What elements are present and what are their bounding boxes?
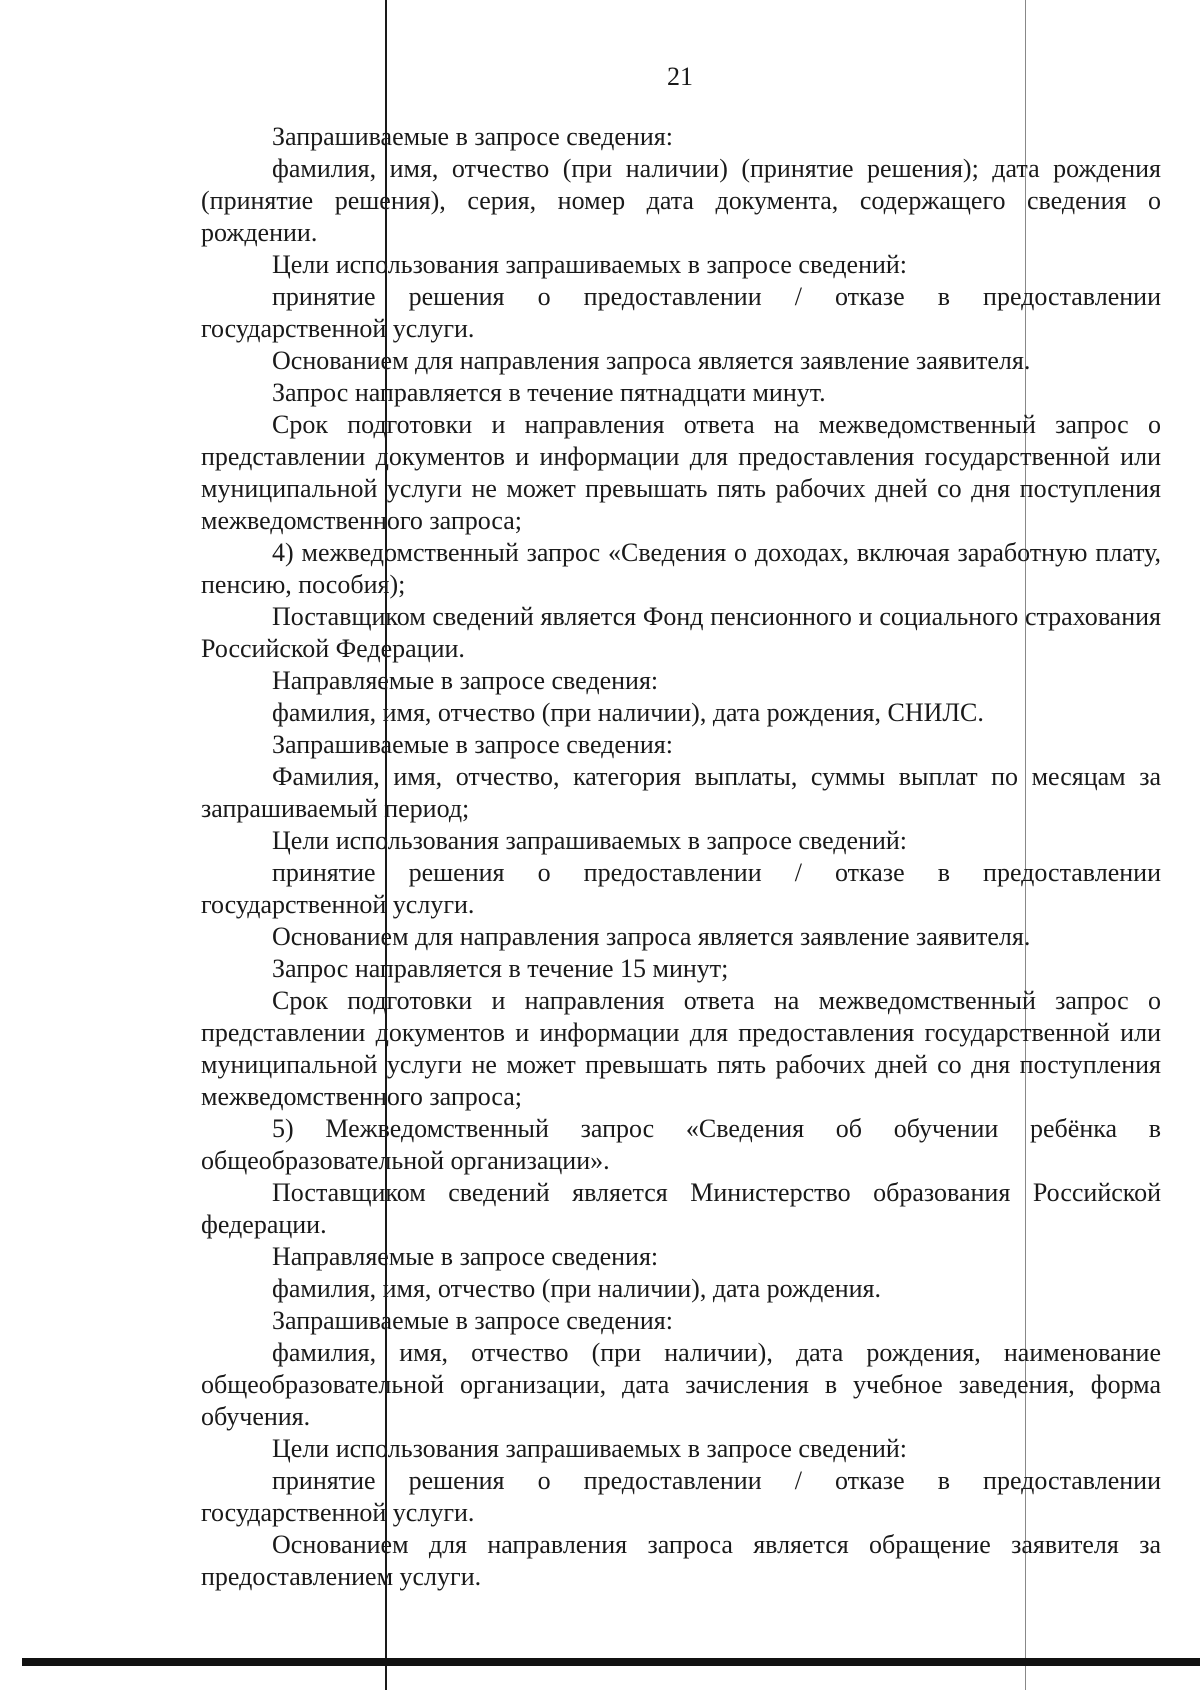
paragraph: фамилия, имя, отчество (при наличии), дата рождения, наименование общеобразовательной организации, дата зачисления в учебное заведения, форма обучения.: [201, 1338, 1161, 1431]
paragraph: Срок подготовки и направления ответа на межведомственный запрос о представлении документов и информации для предоставления государственной или муниципальной услуги не может превышать пять рабочих дней со дня поступления межведомственного запроса;: [201, 410, 1161, 535]
paragraph: принятие решения о предоставлении / отказе в предоставлении государственной услуги.: [201, 858, 1161, 919]
paragraph: Запрашиваемые в запросе сведения:: [272, 730, 673, 759]
paragraph: 5) Межведомственный запрос «Сведения об обучении ребёнка в общеобразовательной организации».: [201, 1114, 1161, 1175]
paragraph: принятие решения о предоставлении / отказе в предоставлении государственной услуги.: [201, 1466, 1161, 1527]
document-body: [201, 121, 1161, 1593]
paragraph: Запрашиваемые в запросе сведения:: [272, 122, 673, 151]
paragraph: Цели использования запрашиваемых в запросе сведений:: [272, 250, 908, 279]
paragraph: Направляемые в запросе сведения:: [272, 666, 659, 695]
paragraph: Поставщиком сведений является Фонд пенсионного и социального страхования Российской Федерации.: [201, 602, 1161, 663]
paragraph: фамилия, имя, отчество (при наличии), дата рождения.: [272, 1274, 882, 1303]
paragraph: Запрос направляется в течение пятнадцати минут.: [272, 378, 826, 407]
paragraph: Цели использования запрашиваемых в запросе сведений:: [272, 1434, 908, 1463]
paragraph: Основанием для направления запроса является обращение заявителя за предоставлением услуги.: [201, 1530, 1161, 1591]
paragraph: Запрос направляется в течение 15 минут;: [272, 954, 729, 983]
bottom-scan-border: [22, 1658, 1200, 1666]
paragraph: Запрашиваемые в запросе сведения:: [272, 1306, 673, 1335]
page-number: 21: [667, 62, 693, 91]
paragraph: фамилия, имя, отчество (при наличии), дата рождения, СНИЛС.: [272, 698, 984, 727]
paragraph: фамилия, имя, отчество (при наличии) (принятие решения); дата рождения (принятие решения), серия, номер дата документа, содержащего сведения о рождении.: [201, 154, 1161, 247]
paragraph: Основанием для направления запроса является заявление заявителя.: [272, 346, 1031, 375]
paragraph: Цели использования запрашиваемых в запросе сведений:: [272, 826, 908, 855]
paragraph: Поставщиком сведений является Министерство образования Российской федерации.: [201, 1178, 1161, 1239]
paragraph: Срок подготовки и направления ответа на межведомственный запрос о представлении документов и информации для предоставления государственной или муниципальной услуги не может превышать пять рабочих дней со дня поступления межведомственного запроса;: [201, 986, 1161, 1111]
paragraph: 4) межведомственный запрос «Сведения о доходах, включая заработную плату, пенсию, пособия);: [201, 538, 1161, 599]
paragraph: Направляемые в запросе сведения:: [272, 1242, 659, 1271]
paragraph: Основанием для направления запроса является заявление заявителя.: [272, 922, 1031, 951]
paragraph: принятие решения о предоставлении / отказе в предоставлении государственной услуги.: [201, 282, 1161, 343]
paragraph: Фамилия, имя, отчество, категория выплаты, суммы выплат по месяцам за запрашиваемый период;: [201, 762, 1161, 823]
